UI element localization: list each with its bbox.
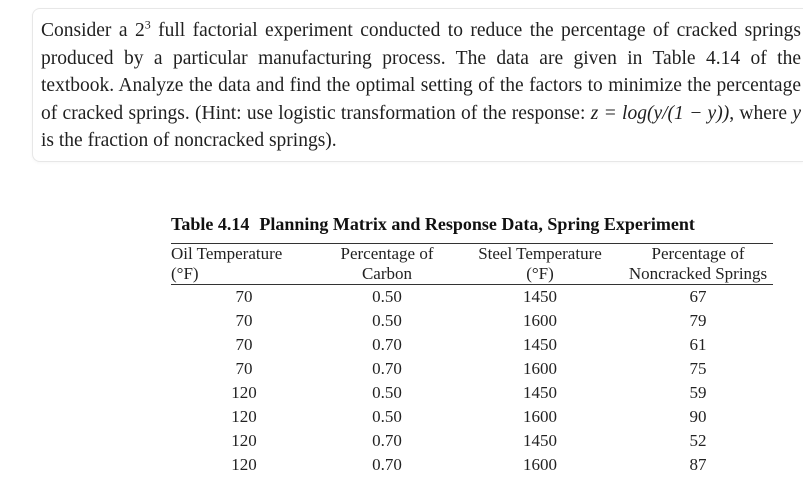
cell-noncracked: 79: [689, 311, 707, 330]
table-row: [171, 285, 773, 310]
cell-steel-temp: 1450: [523, 383, 557, 402]
cell-oil-temp: 120: [231, 407, 257, 426]
problem-statement-box: [32, 8, 803, 162]
cell-carbon: 0.70: [372, 335, 402, 354]
problem-line-5-mid: , where: [729, 102, 793, 124]
cell-steel-temp: 1450: [523, 335, 557, 354]
table-figure: [171, 213, 773, 477]
problem-line-5-start: response:: [511, 102, 591, 124]
problem-line-2: springs produced by a particular manufacturing process. The data are given in Table: [41, 20, 802, 69]
cell-steel-temp: 1450: [523, 287, 557, 306]
cell-noncracked: 52: [689, 431, 707, 450]
header-line: Oil Temperature: [171, 244, 283, 263]
table-caption: [171, 213, 773, 235]
cell-oil-temp: 70: [235, 311, 253, 330]
cell-carbon: 0.50: [372, 407, 402, 426]
cell-steel-temp: 1600: [523, 407, 557, 426]
problem-line-5-end: is the fraction of noncracked springs).: [41, 130, 337, 151]
header-line: (°F): [526, 264, 554, 283]
header-line: Steel Temperature: [478, 244, 602, 263]
table-row: [171, 381, 773, 405]
cell-carbon: 0.70: [372, 431, 402, 450]
cell-oil-temp: 70: [235, 287, 253, 306]
header-oil-temperature: [171, 244, 317, 285]
header-line: Noncracked Springs: [628, 264, 768, 283]
variable-y: y: [792, 102, 801, 124]
table-row: [171, 453, 773, 477]
table-row: [171, 357, 773, 381]
cell-carbon: 0.50: [372, 311, 402, 330]
cell-carbon: 0.70: [372, 359, 402, 378]
cell-steel-temp: 1600: [523, 359, 557, 378]
cell-noncracked: 59: [689, 383, 707, 402]
logistic-formula: z = log(y/(1 − y)): [590, 102, 730, 124]
cell-carbon: 0.70: [372, 455, 402, 474]
cell-oil-temp: 70: [235, 359, 253, 378]
cell-oil-temp: 120: [231, 383, 257, 402]
cell-steel-temp: 1600: [523, 311, 557, 330]
table-number: Table 4.14: [171, 214, 250, 234]
cell-oil-temp: 120: [231, 431, 257, 450]
cell-steel-temp: 1450: [523, 431, 557, 450]
cell-noncracked: 87: [689, 455, 707, 474]
cell-steel-temp: 1600: [523, 455, 557, 474]
table-row: [171, 405, 773, 429]
exponent: 3: [144, 17, 151, 32]
header-line: Percentage of: [340, 244, 434, 263]
header-percentage-carbon: [317, 244, 457, 285]
problem-line-1-end: full factorial experiment conducted to reduce the percentage of cracked: [150, 20, 738, 41]
problem-line-4: minimize the percentage of cracked springs. (Hint: use logistic transformation of the: [41, 75, 801, 124]
problem-line-1-start: Consider a 2: [41, 20, 145, 41]
problem-line-3: 4.14 of the textbook. Analyze the data and find the optimal setting of the factors to: [41, 47, 801, 96]
data-table: [171, 243, 773, 477]
table-row: [171, 429, 773, 453]
header-line: (°F): [171, 264, 199, 283]
header-line: Carbon: [361, 264, 413, 283]
cell-carbon: 0.50: [372, 383, 402, 402]
table-header-row: [171, 244, 773, 285]
problem-statement: [41, 17, 801, 155]
cell-carbon: 0.50: [372, 287, 402, 306]
table-title: Planning Matrix and Response Data, Spring Experiment: [259, 214, 695, 234]
table-row: [171, 333, 773, 357]
cell-noncracked: 75: [689, 359, 707, 378]
header-steel-temperature: [457, 244, 623, 285]
cell-oil-temp: 120: [231, 455, 257, 474]
header-noncracked-springs: [623, 244, 773, 285]
cell-noncracked: 61: [689, 335, 707, 354]
problem-line-1: [41, 17, 738, 41]
header-line: Percentage of: [651, 244, 745, 263]
cell-oil-temp: 70: [235, 335, 253, 354]
cell-noncracked: 90: [689, 407, 707, 426]
cell-noncracked: 67: [689, 287, 707, 306]
table-row: [171, 309, 773, 333]
